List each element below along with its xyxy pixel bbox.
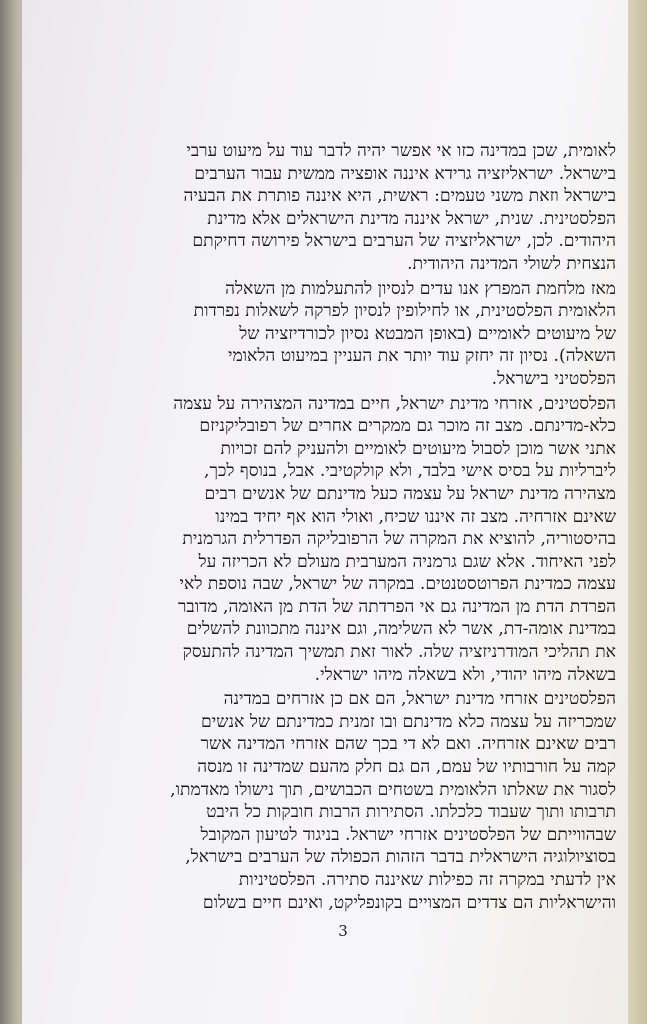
- text-line: לסגור את שאלתו הלאומית בשטחים הכבושים, תוך נישולו מאדמתו,: [170, 779, 616, 800]
- text-line: בהיסטוריה, להוציא את המקרה של הרפובליקה הפדרלית הגרמנית: [182, 529, 616, 550]
- text-line: רבים שאינם אזרחיה. ואם לא די בכך שהם אזרחי המדינה אשר: [200, 734, 616, 755]
- page-number: 3: [338, 922, 348, 940]
- text-line: של מיעוטים לאומיים (באופן המבטא נסיון לכורדיזציה של: [239, 323, 616, 344]
- text-line: היהודים. לכן, ישראליזציה של הערבים בישראל פירושה דחיקתם: [192, 231, 616, 252]
- text-line: קמה על חורבותיו של עמם, הם גם חלק מהעם שמדינה זו מנסה: [197, 757, 616, 778]
- text-line: בשאלה מיהו יהודי, ולא בשאלה מיהו ישראלי.: [314, 664, 616, 685]
- text-line: בישראל. ישראליזציה גרידא איננה אופציה ממשית עבור הערבים: [194, 163, 616, 184]
- text-line: לאומית, שכן במדינה כזו אי אפשר יהיה לדבר עוד על מיעוט ערבי: [186, 141, 616, 161]
- text-line: הפלסטינים אזרחי מדינת ישראל, הם אם כן אזרחים במדינה: [223, 689, 616, 710]
- text-line: אין לדעתי במקרה זה כפילות שאיננה סתירה. הפלסטיניות: [238, 870, 616, 890]
- text-line: ליברליות על בסיס אישי בלבד, ולא קולקטיבי. אבל, בנוסף לכך,: [204, 461, 616, 482]
- text-line: כלא-מדינתם. מצב זה מוכר גם ממקרים אחרים של רפובליקניזם: [199, 416, 616, 437]
- book-page: [22, 0, 628, 1024]
- text-line: מאז מלחמת המפרץ אנו עדים לנסיון להתעלמות מן השאלה: [225, 278, 616, 299]
- text-line: הלאומית הפלסטינית, או לחילופין לנסיון לפרקה לשאלות נפרדות: [193, 301, 616, 322]
- text-line: אתני אשר מוכן לסבול מיעוטים לאומיים ולהעניק להם זכויות: [220, 438, 616, 459]
- text-line: בסוציולוגיה הישראלית בדבר הזהות הכפולה של הערבים בישראל,: [185, 847, 616, 868]
- text-line: הפלסטינית. שנית, ישראל איננה מדינת הישראלים אלא מדינת: [207, 208, 616, 229]
- text-line: הפלסטיני בישראל.: [491, 368, 616, 389]
- text-line: השאלה). נסיון זה יחזק עוד יותר את העניין במיעוט הלאומי: [227, 346, 616, 367]
- text-line: הפלסטינים, אזרחי מדינת ישראל, חיים במדינה המצהירה על עצמה: [173, 393, 616, 414]
- text-line: מצהירה מדינת ישראל על עצמה כעל מדינתם של אנשים רבים: [204, 483, 616, 504]
- text-line: הנצחית לשולי המדינה היהודית.: [407, 253, 616, 274]
- text-line: והישראליות הם צדדים המצויים בקונפליקט, ואינם חיים בשלום: [202, 892, 616, 913]
- text-line: לפני האיחוד. אלא שגם גרמניה המערבית מעולם לא הכריזה על: [198, 551, 616, 572]
- text-line: שאינם אזרחיה. מצב זה איננו שכיח, ואולי הוא אף יחיד במינו: [215, 506, 616, 527]
- text-line: שבהווייתם של הפלסטינים אזרחי ישראל. בניגוד לטיעון המקובל: [200, 824, 616, 845]
- text-line: הפרדת הדת מן המדינה גם אי הפרדתה של הדת מן האומה, מדובר: [177, 596, 616, 617]
- body-text: [92, 140, 616, 914]
- text-line: שמכריזה על עצמה כלא מדינתם ובו זמנית כמדינתם של אנשים: [201, 711, 616, 732]
- text-line: בישראל וזאת משני טעמים: ראשית, היא איננה פותרת את הבעיה: [183, 186, 616, 207]
- text-line: את תהליכי המודרניזציה שלה. לאור זאת תמשיך המדינה להתעסק: [182, 642, 616, 663]
- text-line: במדינת אומה-דת, אשר לא השלימה, וגם איננה מתכוונת להשלים: [186, 619, 616, 640]
- background-surface: [628, 0, 647, 1024]
- text-line: עצמה כמדינת הפרוטסטנטים. במקרה של ישראל, שבה נוספת לאי: [179, 574, 616, 595]
- text-line: תרבותו ותוך שעבוד כלכלתו. הסתירות הרבות חובקות כל היבט: [206, 802, 616, 823]
